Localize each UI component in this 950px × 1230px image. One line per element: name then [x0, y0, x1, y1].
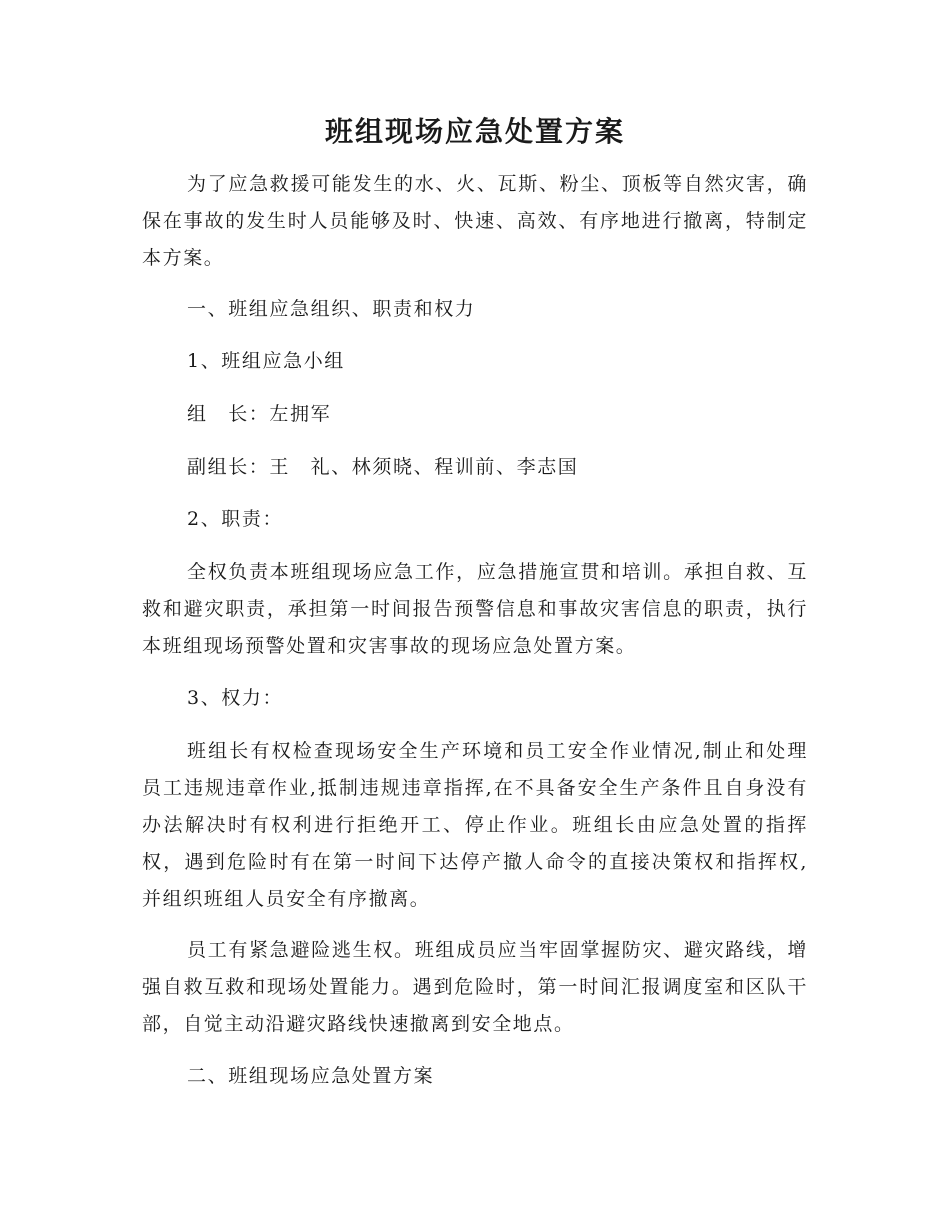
- subsection-2-heading: 2、职责：: [187, 508, 284, 530]
- deputy-leader-line: 副组长：王 礼、林须晓、程训前、李志国: [187, 456, 579, 478]
- section-2-heading: 二、班组现场应急处置方案: [187, 1065, 435, 1087]
- staff-powers-paragraph: 员工有紧急避险逃生权。班组成员应当牢固掌握防灾、避灾路线，增强自救互救和现场处置能力。遇到危险时，第一时间汇报调度室和区队干部，自觉主动沿避灾路线快速撤离到安全地点。: [142, 939, 808, 1035]
- subsection-3-heading: 3、权力：: [187, 687, 284, 709]
- section-1-heading: 一、班组应急组织、职责和权力: [187, 298, 476, 320]
- duties-paragraph: 全权负责本班组现场应急工作，应急措施宣贯和培训。承担自救、互救和避灾职责，承担第一时间报告预警信息和事故灾害信息的职责，执行本班组现场预警处置和灾害事故的现场应急处置方案。: [142, 561, 808, 657]
- document-title: 班组现场应急处置方案: [324, 115, 625, 148]
- intro-paragraph: 为了应急救援可能发生的水、火、瓦斯、粉尘、顶板等自然灾害，确保在事故的发生时人员能够及时、快速、高效、有序地进行撤离，特制定本方案。: [142, 173, 808, 269]
- subsection-1-heading: 1、班组应急小组: [187, 350, 345, 372]
- leader-powers-paragraph: 班组长有权检查现场安全生产环境和员工安全作业情况,制止和处理员工违规违章作业,抵制违规违章指挥,在不具备安全生产条件且自身没有办法解决时有权利进行拒绝开工、停止作业。班组长由应急处置的指挥权，遇到危险时有在第一时间下达停产撤人命令的直接决策权和指挥权,并组织班组人员安全有序撤离。: [142, 740, 808, 910]
- team-leader-line: 组 长：左拥军: [187, 403, 332, 425]
